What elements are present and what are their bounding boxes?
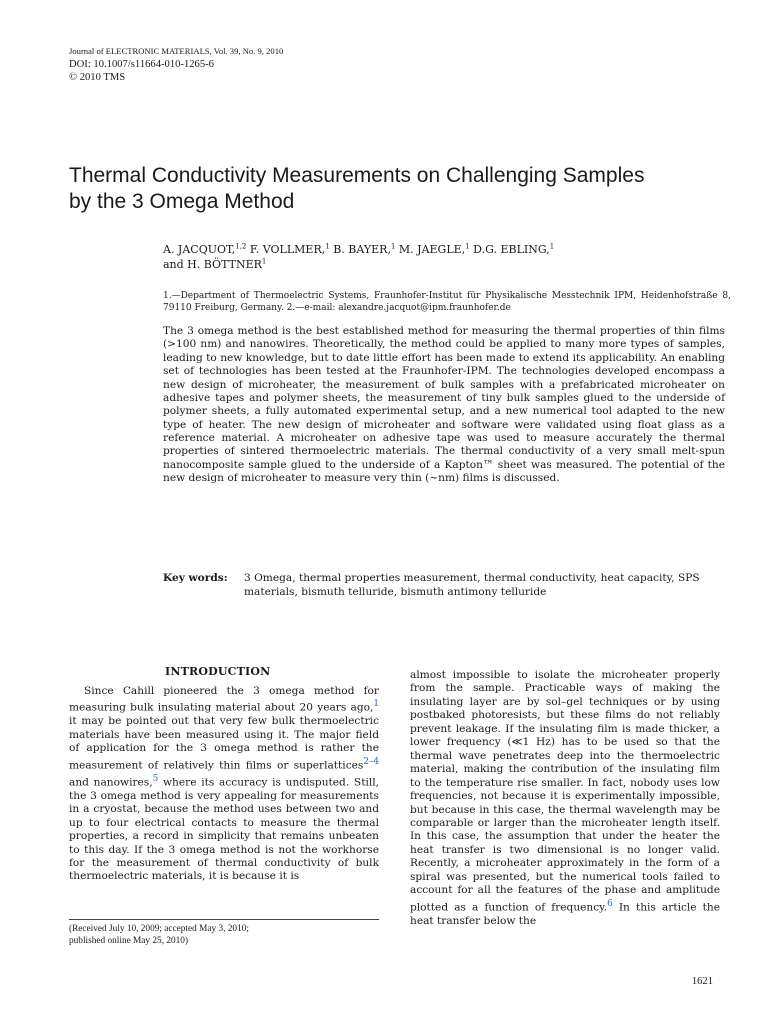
- keywords-label: Key words:: [163, 572, 228, 584]
- copyright: © 2010 TMS: [69, 72, 126, 83]
- introduction-column-left: [69, 685, 379, 884]
- paper-title: [69, 163, 729, 215]
- introduction-column-right: [410, 669, 720, 928]
- page-number: 1621: [691, 976, 713, 987]
- author-affiliation-mark: 1: [390, 242, 396, 251]
- citation-link[interactable]: 6: [607, 898, 613, 909]
- section-heading-introduction: INTRODUCTION: [165, 665, 271, 678]
- text-run: Since Cahill pioneered the 3 omega method for measuring bulk insulating material about 20 years ago,: [69, 685, 379, 714]
- journal-citation: Journal of ELECTRONIC MATERIALS, Vol. 39, No. 9, 2010: [69, 46, 284, 56]
- received-footnote: [69, 924, 389, 948]
- citation-link[interactable]: 1: [373, 699, 379, 710]
- footnote-line: (Received July 10, 2009; accepted May 3, 2010;: [69, 924, 249, 934]
- author-name: A. JACQUOT,: [163, 243, 236, 256]
- text-run: In this article the heat transfer below the: [410, 901, 720, 927]
- footnote-divider: [69, 919, 379, 920]
- author-name: B. BAYER,: [333, 243, 391, 256]
- title-line-1: Thermal Conductivity Measurements on Challenging Samples: [69, 164, 645, 187]
- author-affiliation-mark: 1: [325, 242, 330, 251]
- author-name: D.G. EBLING,: [473, 243, 550, 256]
- text-run: almost impossible to isolate the microheater properly from the sample. Practicable ways of making the insulating layer are by sol–gel techniques or by using postbaked photoresists, but these films do not reliably prevent leakage. If the insulating film is made thicker, a lower frequency (≪1 Hz) has to be used so that the thermal wave penetrates deep into the thermoelectric material, making the contribution of the insulating film to the temperature rise smaller. In fact, nobody uses low frequencies, not because it is experimentally impossible, but because in this case, the thermal wavelength may be comparable or larger than the microheater length itself. In this case, the assumption that under the heater the heat transfer is two dimensional is no longer valid. Recently, a microheater approximately in the form of a spiral was presented, but the numerical tools failed to account for all the features of the phase and amplitude plotted as a function of frequency.: [410, 669, 720, 914]
- abstract: The 3 omega method is the best established method for measuring the thermal properties of thin films (>100 nm) and nanowires. Theoretically, the method could be applied to many more types of samples, leading to new knowledge, but to date little effort has been made to extend its applicability. An enabling set of technologies has been tested at the Fraunhofer-IPM. The technologies developed encompass a new design of microheater, the measurement of bulk samples with a prefabricated microheater on adhesive tapes and polymer sheets, the measurement of tiny bulk samples glued to the underside of polymer sheets, a fully automated experimental setup, and a new numerical tool adapted to the new type of heater. The new design of microheater and software were validated using float glass as a reference material. A microheater on adhesive tape was used to measure accurately the thermal properties of sintered thermoelectric materials. The thermal conductivity of a very small melt-spun nanocomposite sample glued to the underside of a Kapton™ sheet was measured. The potential of the new design of microheater to measure very thin (~nm) films is discussed.: [163, 325, 725, 485]
- author-affiliation-mark: 1: [261, 257, 267, 266]
- citation-link[interactable]: 2–4: [363, 756, 379, 767]
- author-affiliation-mark: 1: [549, 242, 555, 251]
- text-run: and nanowires,: [69, 776, 153, 789]
- author-name: and H. BÖTTNER: [163, 257, 262, 271]
- author-name: M. JAEGLE,: [398, 243, 466, 256]
- author-list: [163, 243, 733, 273]
- author-affiliation-mark: 1,2: [235, 242, 247, 251]
- title-line-2: by the 3 Omega Method: [69, 190, 295, 213]
- keywords-text: 3 Omega, thermal properties measurement, thermal conductivity, heat capacity, SPS materials, bismuth telluride, bismuth antimony telluride: [244, 572, 700, 598]
- text-run: where its accuracy is undisputed. Still, the 3 omega method is very appealing for measurements in a cryostat, because the method uses between two and up to four electrical contacts to measure the thermal properties, a record in simplicity that remains unbeaten to this day. If the 3 omega method is not the workhorse for the measurement of thermal conductivity of bulk thermoelectric materials, it is because it is: [69, 776, 379, 883]
- doi: DOI: 10.1007/s11664-010-1265-6: [69, 59, 214, 70]
- citation-link[interactable]: 5: [152, 773, 159, 784]
- affiliation: 1.—Department of Thermoelectric Systems, Fraunhofer-Institut für Physikalische Messtechnik IPM, Heidenhofstraße 8, 79110 Freiburg, Germany. 2.—e-mail: alexandre.jacquot@ipm.fraunhofer.de: [163, 291, 731, 314]
- text-run: it may be pointed out that very few bulk thermoelectric materials have been measured using it. The major field of application for the 3 omega method is rather the measurement of relatively thin films or superlattices: [69, 715, 379, 772]
- footnote-line: published online May 25, 2010): [69, 935, 189, 946]
- author-name: F. VOLLMER,: [249, 243, 326, 256]
- author-affiliation-mark: 1: [465, 242, 470, 251]
